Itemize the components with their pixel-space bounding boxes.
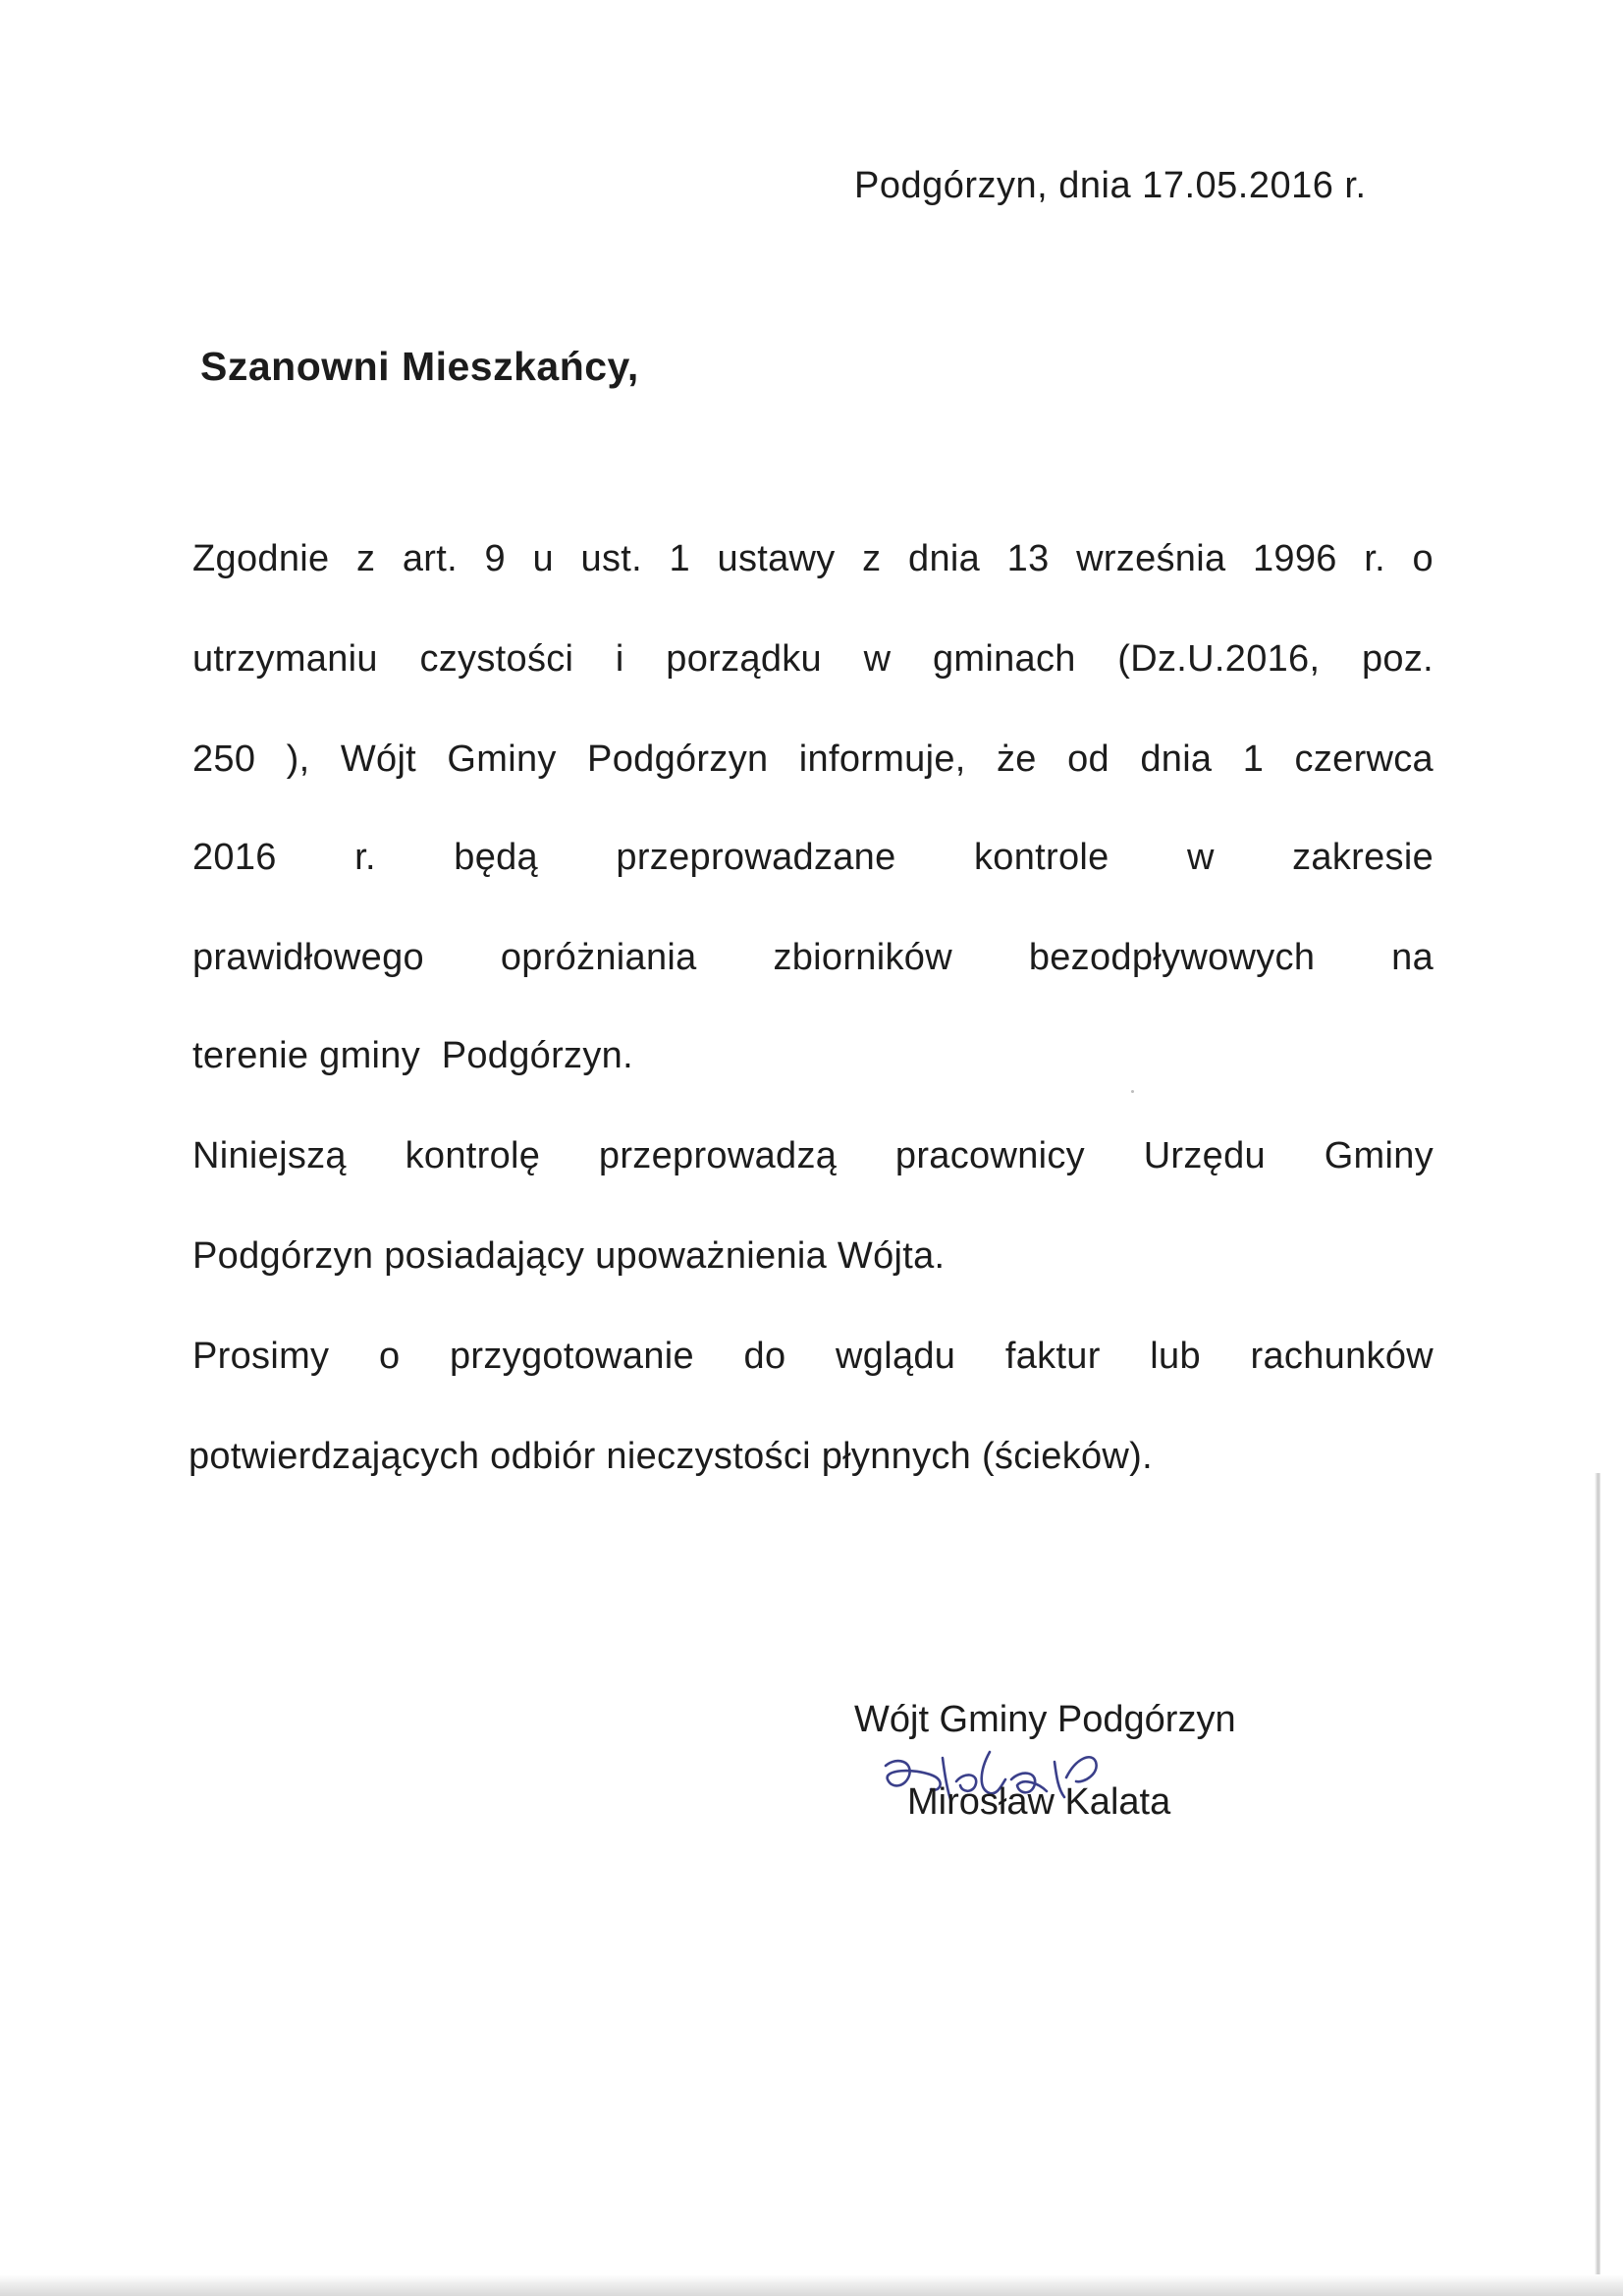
signatory-name: Mirosław Kalata <box>907 1781 1171 1823</box>
paragraph-2-line-2: Podgórzyn posiadający upoważnienia Wójta. <box>192 1235 946 1277</box>
paragraph-3-line-2: potwierdzających odbiór nieczystości płynnych (ścieków). <box>189 1436 1153 1477</box>
scan-edge-bottom <box>0 2274 1623 2296</box>
paragraph-1-line-2: utrzymaniu czystości i porządku w gminach (Dz.U.2016, poz. <box>192 638 1434 680</box>
signatory-title: Wójt Gminy Podgórzyn <box>854 1699 1236 1740</box>
paragraph-1-line-1: Zgodnie z art. 9 u ust. 1 ustawy z dnia 13 września 1996 r. o <box>192 538 1434 579</box>
paragraph-1-line-6: terenie gminy Podgórzyn. <box>192 1035 633 1076</box>
scan-speck <box>1131 1090 1134 1093</box>
signature-block <box>854 1699 1365 1866</box>
paragraph-1-line-3: 250 ), Wójt Gminy Podgórzyn informuje, że od dnia 1 czerwca <box>192 738 1434 780</box>
paragraph-1-line-5: prawidłowego opróżniania zbiorników bezodpływowych na <box>192 937 1434 978</box>
paragraph-1-line-4: 2016 r. będą przeprowadzane kontrole w zakresie <box>192 837 1434 878</box>
paragraph-2-line-1: Niniejszą kontrolę przeprowadzą pracownicy Urzędu Gminy <box>192 1135 1434 1176</box>
paragraph-3-line-1: Prosimy o przygotowanie do wglądu faktur lub rachunków <box>192 1336 1434 1377</box>
place-date: Podgórzyn, dnia 17.05.2016 r. <box>854 165 1367 206</box>
salutation: Szanowni Mieszkańcy, <box>200 344 639 389</box>
scan-edge-right <box>1595 1473 1600 2296</box>
